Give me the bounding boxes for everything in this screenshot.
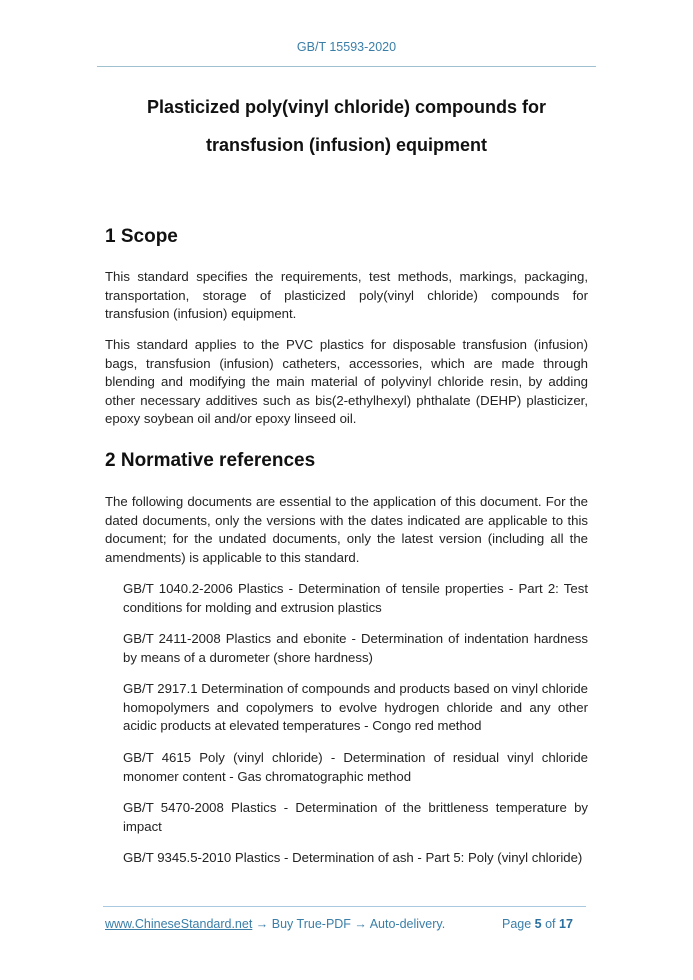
footer-divider bbox=[103, 906, 586, 907]
reference-item: GB/T 1040.2-2006 Plastics - Determination of tensile properties - Part 2: Test conditions for molding and extrusion plastics bbox=[123, 581, 588, 615]
current-page-number: 5 bbox=[534, 917, 542, 931]
reference-item: GB/T 5470-2008 Plastics - Determination of the brittleness temperature by impact bbox=[123, 800, 588, 834]
section-heading-normative-references: 2 Normative references bbox=[105, 450, 316, 471]
scope-paragraph-1: This standard specifies the requirements, test methods, markings, packaging, transportation, storage of plasticized poly(vinyl chloride) compounds for transfusion (infusion) equipment. bbox=[105, 269, 588, 322]
reference-item: GB/T 2411-2008 Plastics and ebonite - Determination of indentation hardness by means of a durometer (shore hardness) bbox=[123, 631, 588, 665]
footer-promo-text: → Buy True-PDF → Auto-delivery. bbox=[252, 917, 446, 931]
section-heading-scope: 1 Scope bbox=[105, 226, 178, 247]
document-title bbox=[90, 88, 603, 164]
reference-item: GB/T 2917.1 Determination of compounds and products based on vinyl chloride homopolymers and copolymers to evolve hydrogen chloride and any other acidic products at elevated temperatures - Congo red method bbox=[123, 681, 588, 734]
total-pages-number: 17 bbox=[559, 917, 573, 931]
standard-code-header: GB/T 15593-2020 bbox=[296, 40, 397, 54]
reference-item: GB/T 4615 Poly (vinyl chloride) - Determination of residual vinyl chloride monomer content - Gas chromatographic method bbox=[123, 750, 588, 784]
footer-promo bbox=[105, 917, 445, 931]
reference-item: GB/T 9345.5-2010 Plastics - Determination of ash - Part 5: Poly (vinyl chloride) bbox=[123, 850, 583, 865]
scope-paragraph-2: This standard applies to the PVC plastics for disposable transfusion (infusion) bags, transfusion (infusion) catheters, accessories, which are made through blending and modifying the main material of polyvinyl chloride resin, by adding other necessary additives such as bis(2-ethylhexyl) phthalate (DEHP) plasticizer, epoxy soybean oil and/or epoxy linseed oil. bbox=[105, 337, 588, 427]
header-divider bbox=[97, 66, 596, 67]
document-title-line-1: Plasticized poly(vinyl chloride) compounds for bbox=[146, 97, 547, 117]
chinesestandard-link[interactable]: www.ChineseStandard.net bbox=[105, 917, 253, 931]
page-indicator bbox=[502, 917, 573, 931]
document-title-line-2: transfusion (infusion) equipment bbox=[206, 135, 487, 155]
page-label: Page bbox=[502, 917, 535, 931]
page-of-label: of bbox=[541, 917, 559, 931]
normative-references-intro: The following documents are essential to the application of this document. For the dated documents, only the versions with the dates indicated are applicable to this document; for the undated documents, only the latest version (including all the amendments) is applicable to this standard. bbox=[105, 494, 588, 565]
